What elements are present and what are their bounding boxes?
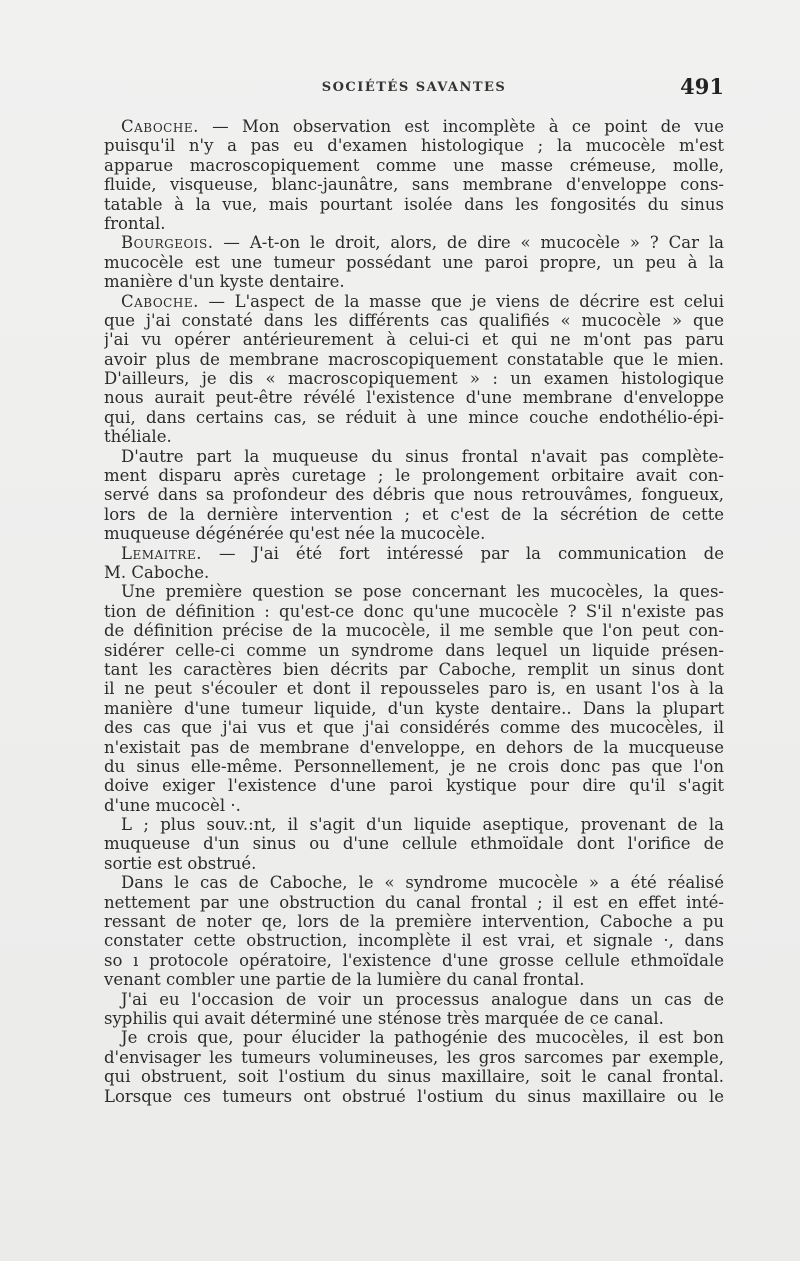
text-line <box>104 175 724 194</box>
text-line <box>104 195 724 214</box>
text-line <box>104 292 724 311</box>
line-text: syphilis qui avait déterminé une sténose très marquée de ce canal. <box>104 1008 664 1028</box>
text-line <box>104 738 724 757</box>
text-line <box>104 621 724 640</box>
line-text: des cas que j'ai vus et que j'ai considérés comme des mucocèles, il <box>104 718 724 738</box>
line-text: Je crois que, pour élucider la pathogénie des mucocèles, il est bon <box>121 1028 724 1048</box>
speaker-name: Caboche. <box>121 291 199 311</box>
text-line <box>104 1067 724 1086</box>
text-line <box>104 660 724 679</box>
line-text: servé dans sa profondeur des débris que nous retrouvâmes, fongueux, <box>104 485 724 505</box>
line-text: tion de définition : qu'est-ce donc qu'une mucocèle ? S'il n'existe pas <box>104 601 724 621</box>
line-text: apparue macroscopiquement comme une masse crémeuse, molle, <box>104 155 724 175</box>
line-text: fluide, visqueuse, blanc-jaunâtre, sans membrane d'enveloppe cons- <box>104 175 724 195</box>
line-text: constater cette obstruction, incomplète il est vrai, et signale ·, dans <box>104 931 724 951</box>
line-text: d'une mucocèl ·. <box>104 795 241 815</box>
text-line <box>104 136 724 155</box>
text-line <box>104 796 724 815</box>
line-text: — L'aspect de la masse que je viens de décrire est celui <box>198 291 724 311</box>
line-text: — A-t-on le droit, alors, de dire « mucocèle » ? Car la <box>213 233 724 253</box>
text-line <box>104 970 724 989</box>
line-text: frontal. <box>104 213 166 233</box>
line-text: doive exiger l'existence d'une paroi kystique pour dire qu'il s'agit <box>104 776 724 796</box>
text-line <box>104 1087 724 1106</box>
text-line <box>104 602 724 621</box>
line-text: que j'ai constaté dans les différents cas qualifiés « mucocèle » que <box>104 310 724 330</box>
page-header <box>104 74 724 102</box>
speaker-name: Lemaitre. <box>121 543 202 563</box>
line-text: nous aurait peut-être révélé l'existence d'une membrane d'enveloppe <box>104 388 724 408</box>
text-line <box>104 1009 724 1028</box>
text-line <box>104 679 724 698</box>
line-text: Une première question se pose concernant les mucocèles, la ques- <box>121 582 724 602</box>
text-line <box>104 776 724 795</box>
text-line <box>104 951 724 970</box>
text-line <box>104 582 724 601</box>
text-line <box>104 233 724 252</box>
text-line <box>104 524 724 543</box>
text-line <box>104 757 724 776</box>
text-line <box>104 873 724 892</box>
speaker-name: Caboche. <box>121 117 199 136</box>
line-text: ressant de noter qe, lors de la première intervention, Caboche a pu <box>104 912 724 932</box>
line-text: du sinus elle-même. Personnellement, je ne crois donc pas que l'on <box>104 756 724 776</box>
line-text: sortie est obstrué. <box>104 853 257 873</box>
line-text: puisqu'il n'y a pas eu d'examen histologique ; la mucocèle m'est <box>104 136 724 156</box>
line-text: nettement par une obstruction du canal frontal ; il est en effet inté- <box>104 892 724 912</box>
line-text: qui obstruent, soit l'ostium du sinus maxillaire, soit le canal frontal. <box>104 1067 724 1087</box>
line-text: — J'ai été fort intéressé par la communication de <box>201 543 724 563</box>
line-text: tatable à la vue, mais pourtant isolée dans les fongosités du sinus <box>104 194 724 214</box>
line-text: tant les caractères bien décrits par Caboche, remplit un sinus dont <box>104 659 724 679</box>
line-text: sidérer celle-ci comme un syndrome dans lequel un liquide présen- <box>104 640 724 660</box>
line-text: manière d'un kyste dentaire. <box>104 272 345 292</box>
line-text: so ı protocole opératoire, l'existence d'une grosse cellule ethmoïdale <box>104 950 724 970</box>
text-line <box>104 718 724 737</box>
line-text: — Mon observation est incomplète à ce point de vue <box>198 117 724 136</box>
line-text: j'ai vu opérer antérieurement à celui-ci et qui ne m'ont pas paru <box>104 330 724 350</box>
text-line <box>104 485 724 504</box>
body-text <box>104 117 724 1106</box>
text-line <box>104 893 724 912</box>
page-number: 491 <box>680 74 724 99</box>
line-text: M. Caboche. <box>104 562 210 582</box>
text-line <box>104 330 724 349</box>
text-line <box>104 408 724 427</box>
line-text: venant combler une partie de la lumière du canal frontal. <box>104 970 585 990</box>
line-text: ment disparu après curetage ; le prolongement orbitaire avait con- <box>104 466 724 486</box>
text-line <box>104 427 724 446</box>
text-line <box>104 156 724 175</box>
text-line <box>104 214 724 233</box>
text-line <box>104 505 724 524</box>
speaker-name: Bourgeois. <box>121 233 214 253</box>
text-line <box>104 253 724 272</box>
line-text: D'ailleurs, je dis « macroscopiquement » : un examen histologique <box>104 369 724 389</box>
line-text: qui, dans certains cas, se réduit à une mince couche endothélio-épi- <box>104 407 724 427</box>
text-line <box>104 931 724 950</box>
text-line <box>104 544 724 563</box>
text-line <box>104 388 724 407</box>
line-text: J'ai eu l'occasion de voir un processus analogue dans un cas de <box>121 989 724 1009</box>
line-text: théliale. <box>104 427 172 447</box>
text-line <box>104 311 724 330</box>
text-line <box>104 117 724 136</box>
text-line <box>104 815 724 834</box>
line-text: n'existait pas de membrane d'enveloppe, en dehors de la mucqueuse <box>104 737 724 757</box>
text-line <box>104 369 724 388</box>
line-text: muqueuse dégénérée qu'est née la mucocèle. <box>104 524 486 544</box>
text-line <box>104 834 724 853</box>
running-head: SOCIÉTÉS SAVANTES <box>321 80 507 95</box>
text-line <box>104 699 724 718</box>
line-text: d'envisager les tumeurs volumineuses, les gros sarcomes par exemple, <box>104 1047 724 1067</box>
text-line <box>104 990 724 1009</box>
line-text: L ; plus souv.:nt, il s'agit d'un liquide aseptique, provenant de la <box>121 815 724 835</box>
line-text: Lorsque ces tumeurs ont obstrué l'ostium du sinus maxillaire ou le <box>104 1086 724 1106</box>
line-text: avoir plus de membrane macroscopiquement constatable que le mien. <box>104 349 724 369</box>
line-text: muqueuse d'un sinus ou d'une cellule ethmoïdale dont l'orifice de <box>104 834 724 854</box>
line-text: de définition précise de la mucocèle, il me semble que l'on peut con- <box>104 621 724 641</box>
text-line <box>104 854 724 873</box>
text-line <box>104 641 724 660</box>
text-line <box>104 447 724 466</box>
text-line <box>104 912 724 931</box>
line-text: il ne peut s'écouler et dont il repousseles paro is, en usant l'os à la <box>104 679 724 699</box>
text-line <box>104 563 724 582</box>
line-text: manière d'une tumeur liquide, d'un kyste dentaire.. Dans la plupart <box>104 698 724 718</box>
line-text: lors de la dernière intervention ; et c'est de la sécrétion de cette <box>104 504 724 524</box>
line-text: mucocèle est une tumeur possédant une paroi propre, un peu à la <box>104 252 724 272</box>
line-text: Dans le cas de Caboche, le « syndrome mucocèle » a été réalisé <box>121 873 724 893</box>
text-line <box>104 272 724 291</box>
line-text: D'autre part la muqueuse du sinus frontal n'avait pas complète- <box>121 446 724 466</box>
text-line <box>104 466 724 485</box>
text-line <box>104 350 724 369</box>
text-line <box>104 1048 724 1067</box>
text-line <box>104 1028 724 1047</box>
